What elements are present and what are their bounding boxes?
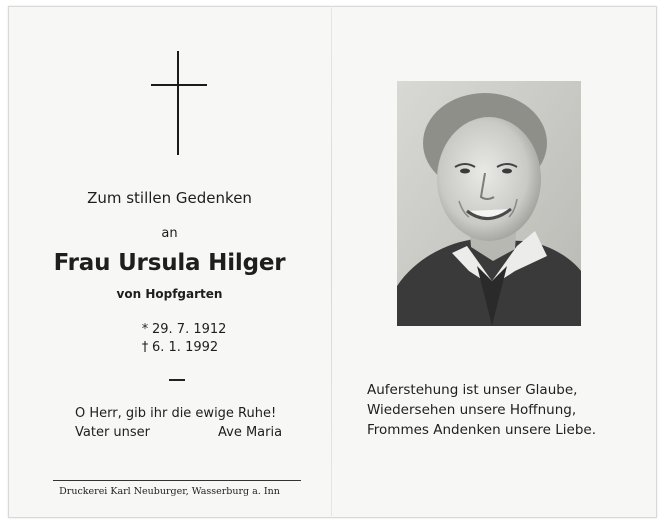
death-dagger-icon: †: [141, 340, 149, 355]
death-row: [138, 340, 218, 358]
left-panel: [8, 6, 331, 516]
printer-rule: [53, 480, 301, 481]
birth-row: [138, 322, 227, 340]
divider-dash: [169, 379, 185, 381]
portrait-photo: [397, 81, 581, 326]
title-text: Zum stillen Gedenken: [87, 189, 252, 207]
deceased-name: Frau Ursula Hilger: [53, 250, 286, 276]
verse-line-3: Frommes Andenken unsere Liebe.: [367, 422, 596, 438]
printer-credit: Druckerei Karl Neuburger, Wasserburg a. Inn: [59, 486, 280, 497]
verse-line-2: Wiedersehen unsere Hoffnung,: [367, 402, 577, 418]
birth-date: 29. 7. 1912: [152, 322, 227, 337]
an-text: an: [161, 226, 178, 241]
verse-block: [367, 380, 596, 440]
cross-icon: [151, 51, 207, 155]
death-date: 6. 1. 1992: [152, 340, 219, 355]
verse-line-1: Auferstehung ist unser Glaube,: [367, 382, 578, 398]
life-dates: [138, 322, 227, 358]
card-fold: [331, 6, 332, 516]
origin-text: von Hopfgarten: [116, 287, 223, 301]
ave-maria-text: Ave Maria: [218, 425, 283, 440]
prayer-text: O Herr, gib ihr die ewige Ruhe!: [75, 406, 277, 421]
birth-star-icon: *: [141, 322, 149, 337]
vater-unser-text: Vater unser: [75, 425, 151, 440]
